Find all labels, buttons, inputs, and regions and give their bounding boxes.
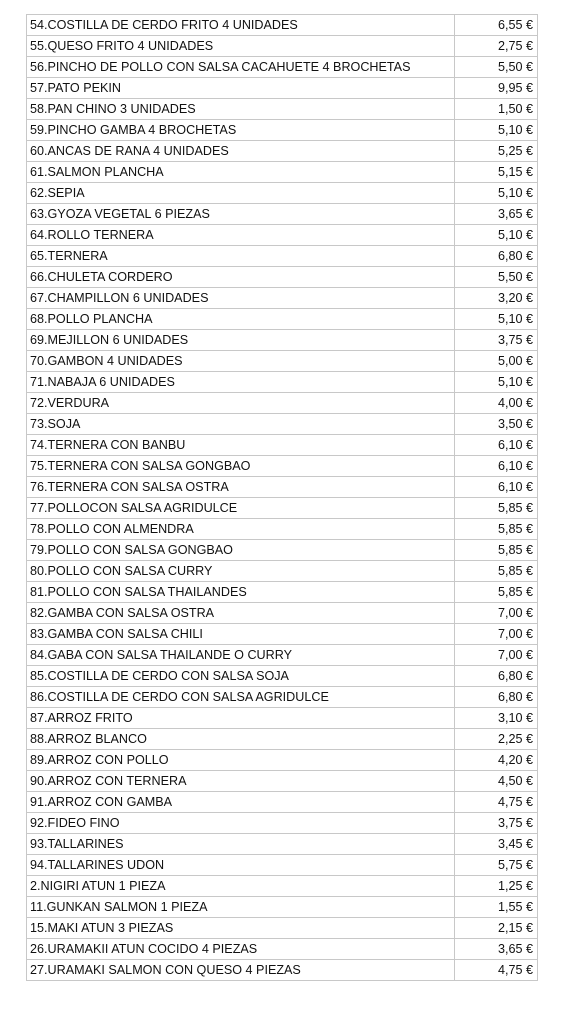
item-name: 54.COSTILLA DE CERDO FRITO 4 UNIDADES [27,15,455,36]
item-price: 1,25 € [454,876,537,897]
item-name: 59.PINCHO GAMBA 4 BROCHETAS [27,120,455,141]
item-price: 6,55 € [454,15,537,36]
item-price: 6,80 € [454,687,537,708]
table-row [27,939,538,960]
item-name: 92.FIDEO FINO [27,813,455,834]
item-name: 69.MEJILLON 6 UNIDADES [27,330,455,351]
table-row [27,834,538,855]
item-name: 71.NABAJA 6 UNIDADES [27,372,455,393]
table-row [27,750,538,771]
item-price: 2,25 € [454,729,537,750]
table-row [27,813,538,834]
item-price: 5,75 € [454,855,537,876]
item-price: 2,75 € [454,36,537,57]
item-name: 66.CHULETA CORDERO [27,267,455,288]
table-row [27,414,538,435]
table-row [27,15,538,36]
item-name: 56.PINCHO DE POLLO CON SALSA CACAHUETE 4 BROCHETAS [27,57,455,78]
table-row [27,36,538,57]
item-name: 2.NIGIRI ATUN 1 PIEZA [27,876,455,897]
item-price: 6,10 € [454,456,537,477]
table-row [27,78,538,99]
table-row [27,897,538,918]
item-name: 65.TERNERA [27,246,455,267]
item-price: 6,80 € [454,666,537,687]
item-name: 61.SALMON PLANCHA [27,162,455,183]
item-name: 80.POLLO CON SALSA CURRY [27,561,455,582]
item-price: 5,85 € [454,540,537,561]
item-price: 3,65 € [454,204,537,225]
item-name: 73.SOJA [27,414,455,435]
table-row [27,393,538,414]
item-price: 5,10 € [454,309,537,330]
item-price: 5,85 € [454,582,537,603]
item-name: 83.GAMBA CON SALSA CHILI [27,624,455,645]
table-row [27,918,538,939]
item-name: 64.ROLLO TERNERA [27,225,455,246]
item-name: 57.PATO PEKIN [27,78,455,99]
item-price: 3,75 € [454,813,537,834]
menu-table-body [27,15,538,981]
table-row [27,582,538,603]
table-row [27,876,538,897]
item-name: 27.URAMAKI SALMON CON QUESO 4 PIEZAS [27,960,455,981]
item-price: 5,50 € [454,267,537,288]
item-name: 90.ARROZ CON TERNERA [27,771,455,792]
item-name: 76.TERNERA CON SALSA OSTRA [27,477,455,498]
item-price: 5,85 € [454,519,537,540]
table-row [27,477,538,498]
table-row [27,519,538,540]
item-price: 3,50 € [454,414,537,435]
item-name: 88.ARROZ BLANCO [27,729,455,750]
item-price: 7,00 € [454,603,537,624]
table-row [27,225,538,246]
item-price: 4,75 € [454,960,537,981]
table-row [27,792,538,813]
item-price: 6,10 € [454,435,537,456]
item-price: 5,10 € [454,225,537,246]
item-price: 5,10 € [454,372,537,393]
table-row [27,351,538,372]
item-price: 3,45 € [454,834,537,855]
item-price: 7,00 € [454,645,537,666]
item-name: 26.URAMAKII ATUN COCIDO 4 PIEZAS [27,939,455,960]
item-price: 5,15 € [454,162,537,183]
item-name: 79.POLLO CON SALSA GONGBAO [27,540,455,561]
item-price: 2,15 € [454,918,537,939]
item-name: 63.GYOZA VEGETAL 6 PIEZAS [27,204,455,225]
item-price: 5,25 € [454,141,537,162]
item-name: 55.QUESO FRITO 4 UNIDADES [27,36,455,57]
menu-sheet [26,14,538,981]
table-row [27,120,538,141]
table-row [27,771,538,792]
item-price: 7,00 € [454,624,537,645]
item-price: 6,80 € [454,246,537,267]
table-row [27,183,538,204]
table-row [27,624,538,645]
item-name: 89.ARROZ CON POLLO [27,750,455,771]
item-price: 1,55 € [454,897,537,918]
item-name: 70.GAMBON 4 UNIDADES [27,351,455,372]
item-name: 78.POLLO CON ALMENDRA [27,519,455,540]
item-price: 4,50 € [454,771,537,792]
table-row [27,309,538,330]
item-price: 4,00 € [454,393,537,414]
item-name: 86.COSTILLA DE CERDO CON SALSA AGRIDULCE [27,687,455,708]
table-row [27,372,538,393]
item-name: 11.GUNKAN SALMON 1 PIEZA [27,897,455,918]
item-price: 6,10 € [454,477,537,498]
item-name: 15.MAKI ATUN 3 PIEZAS [27,918,455,939]
item-price: 3,20 € [454,288,537,309]
table-row [27,960,538,981]
table-row [27,540,538,561]
item-price: 1,50 € [454,99,537,120]
item-price: 5,10 € [454,120,537,141]
item-name: 91.ARROZ CON GAMBA [27,792,455,813]
menu-table [26,14,538,981]
item-name: 75.TERNERA CON SALSA GONGBAO [27,456,455,477]
item-name: 81.POLLO CON SALSA THAILANDES [27,582,455,603]
table-row [27,330,538,351]
item-price: 5,00 € [454,351,537,372]
item-name: 93.TALLARINES [27,834,455,855]
table-row [27,246,538,267]
table-row [27,603,538,624]
table-row [27,288,538,309]
item-price: 3,10 € [454,708,537,729]
item-price: 4,75 € [454,792,537,813]
item-name: 84.GABA CON SALSA THAILANDE O CURRY [27,645,455,666]
item-price: 9,95 € [454,78,537,99]
item-price: 3,75 € [454,330,537,351]
item-name: 62.SEPIA [27,183,455,204]
item-name: 67.CHAMPILLON 6 UNIDADES [27,288,455,309]
item-price: 5,85 € [454,561,537,582]
item-name: 77.POLLOCON SALSA AGRIDULCE [27,498,455,519]
item-name: 60.ANCAS DE RANA 4 UNIDADES [27,141,455,162]
table-row [27,708,538,729]
item-price: 5,50 € [454,57,537,78]
table-row [27,855,538,876]
table-row [27,666,538,687]
item-name: 94.TALLARINES UDON [27,855,455,876]
table-row [27,162,538,183]
item-name: 68.POLLO PLANCHA [27,309,455,330]
item-name: 58.PAN CHINO 3 UNIDADES [27,99,455,120]
table-row [27,498,538,519]
item-price: 5,10 € [454,183,537,204]
table-row [27,99,538,120]
table-row [27,267,538,288]
table-row [27,204,538,225]
item-name: 74.TERNERA CON BANBU [27,435,455,456]
item-name: 82.GAMBA CON SALSA OSTRA [27,603,455,624]
table-row [27,141,538,162]
table-row [27,57,538,78]
item-price: 5,85 € [454,498,537,519]
table-row [27,645,538,666]
item-name: 85.COSTILLA DE CERDO CON SALSA SOJA [27,666,455,687]
item-name: 87.ARROZ FRITO [27,708,455,729]
item-price: 3,65 € [454,939,537,960]
table-row [27,729,538,750]
table-row [27,561,538,582]
table-row [27,456,538,477]
table-row [27,435,538,456]
item-name: 72.VERDURA [27,393,455,414]
table-row [27,687,538,708]
item-price: 4,20 € [454,750,537,771]
